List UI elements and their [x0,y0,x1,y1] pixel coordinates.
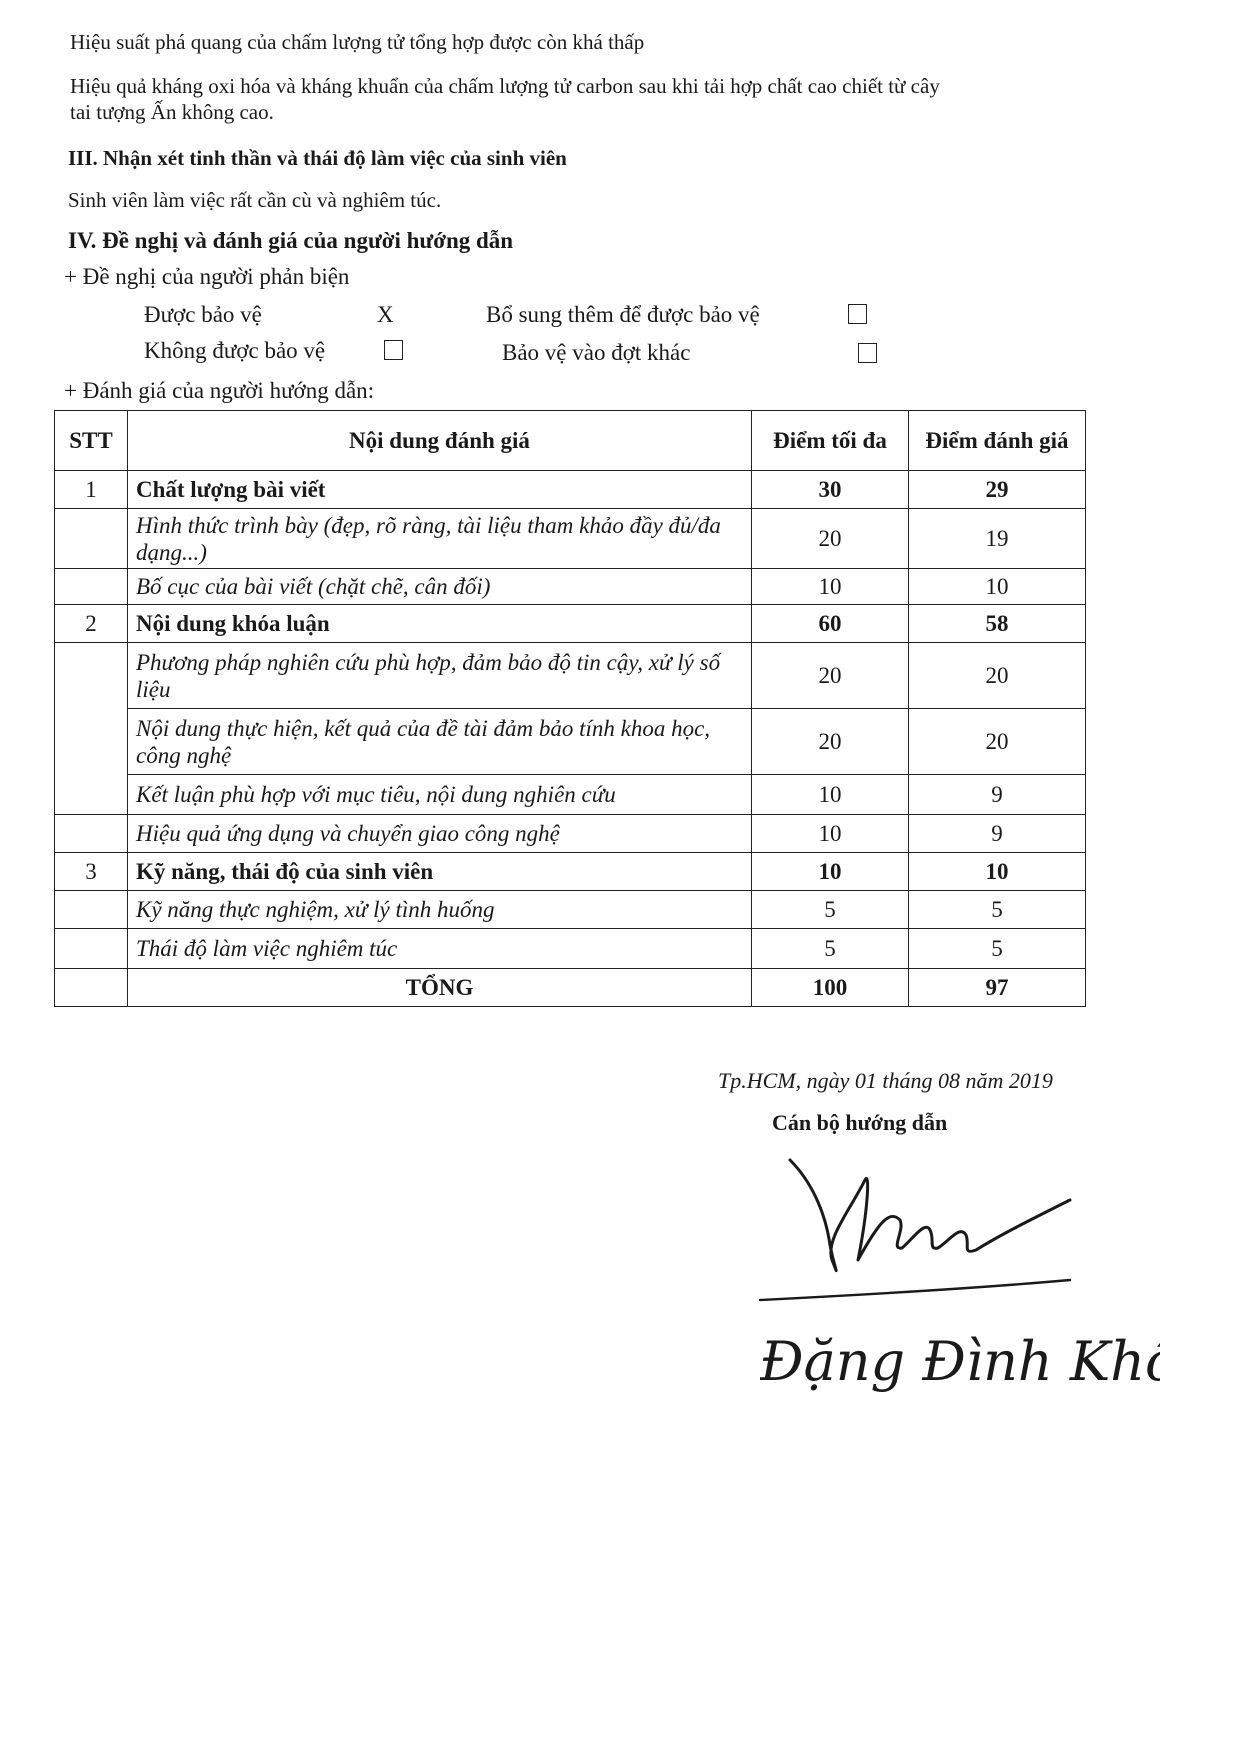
option-approved-mark: X [377,302,394,327]
signature-stroke [790,1160,1070,1271]
row-stt: 3 [55,853,128,891]
row-score: 5 [909,891,1086,929]
not-approved-checkbox [384,340,403,360]
row-stt: 2 [55,605,128,643]
option-approved-label: Được bảo vệ [144,302,262,327]
comment-line-2b: tai tượng Ấn không cao. [70,100,274,124]
row-score: 9 [909,775,1086,815]
row-content: Nội dung thực hiện, kết quả của đề tài đảm bảo tính khoa học, công nghệ [128,709,752,775]
section-3-heading: III. Nhận xét tinh thần và thái độ làm việc của sinh viên [68,146,567,170]
row-stt [55,569,128,605]
row-score: 5 [909,929,1086,969]
row-max: 60 [752,605,909,643]
other-round-checkbox [858,343,877,363]
row-content: Kết luận phù hợp với mục tiêu, nội dung nghiên cứu [128,775,752,815]
table-row [55,929,1086,969]
row-max: 10 [752,815,909,853]
option-other-round-label: Bảo vệ vào đợt khác [502,340,691,365]
header-stt: STT [55,411,128,471]
row-stt [55,891,128,929]
header-content: Nội dung đánh giá [128,411,752,471]
section-3-text: Sinh viên làm việc rất cần cù và nghiêm túc. [68,188,442,212]
signature-mark [740,1150,1100,1320]
row-stt [55,643,128,815]
table-row [55,853,1086,891]
row-content: Hiệu quả ứng dụng và chuyển giao công nghệ [128,815,752,853]
table-row [55,605,1086,643]
evaluation-table [54,410,1086,1007]
total-score: 97 [909,969,1086,1007]
row-content: Thái độ làm việc nghiêm túc [128,929,752,969]
row-max: 5 [752,891,909,929]
proposal-label: + Đề nghị của người phản biện [64,264,350,289]
table-row [55,709,1086,775]
total-max: 100 [752,969,909,1007]
row-content: Bố cục của bài viết (chặt chẽ, cân đối) [128,569,752,605]
option-supplement-label: Bổ sung thêm để được bảo vệ [486,302,760,327]
row-max: 10 [752,853,909,891]
table-row [55,891,1086,929]
row-max: 30 [752,471,909,509]
row-content: Hình thức trình bày (đẹp, rõ ràng, tài liệu tham khảo đầy đủ/đa dạng...) [128,509,752,569]
comment-line-2a: Hiệu quả kháng oxi hóa và kháng khuẩn của chấm lượng tử carbon sau khi tải hợp chất cao chiết từ cây [70,74,940,98]
table-row [55,643,1086,709]
row-stt [55,509,128,569]
header-max: Điểm tối đa [752,411,909,471]
row-score: 19 [909,509,1086,569]
section-4-heading: IV. Đề nghị và đánh giá của người hướng dẫn [68,228,514,253]
row-max: 10 [752,569,909,605]
row-max: 20 [752,709,909,775]
table-row [55,569,1086,605]
table-header-row [55,411,1086,471]
row-content: Kỹ năng thực nghiệm, xử lý tình huống [128,891,752,929]
supplement-checkbox [848,304,867,324]
row-content: Chất lượng bài viết [128,471,752,509]
row-max: 10 [752,775,909,815]
handwritten-name-glyphs [760,1320,1160,1440]
row-score: 20 [909,643,1086,709]
table-total-row [55,969,1086,1007]
option-not-approved-label: Không được bảo vệ [144,338,326,363]
row-score: 10 [909,569,1086,605]
row-max: 5 [752,929,909,969]
row-score: 20 [909,709,1086,775]
handwritten-name [760,1320,1160,1445]
table-row [55,471,1086,509]
signature-underline [760,1280,1070,1300]
header-score: Điểm đánh giá [909,411,1086,471]
row-stt [55,815,128,853]
row-stt [55,929,128,969]
row-content: Nội dung khóa luận [128,605,752,643]
evaluation-label: + Đánh giá của người hướng dẫn: [64,378,375,403]
row-score: 9 [909,815,1086,853]
row-score: 29 [909,471,1086,509]
table-row [55,509,1086,569]
table-row [55,815,1086,853]
total-stt-empty [55,969,128,1007]
row-score: 58 [909,605,1086,643]
table-row [55,775,1086,815]
comment-line-1: Hiệu suất phá quang của chấm lượng tử tổng hợp được còn khá thấp [70,30,645,54]
row-content: Phương pháp nghiên cứu phù hợp, đảm bảo độ tin cậy, xử lý số liệu [128,643,752,709]
row-stt: 1 [55,471,128,509]
row-max: 20 [752,643,909,709]
signer-role: Cán bộ hướng dẫn [772,1110,948,1135]
handwritten-name-text: Đặng Đình Khôi [760,1330,1160,1393]
row-content: Kỹ năng, thái độ của sinh viên [128,853,752,891]
row-score: 10 [909,853,1086,891]
total-label: TỔNG [128,969,752,1007]
row-max: 20 [752,509,909,569]
date-line: Tp.HCM, ngày 01 tháng 08 năm 2019 [718,1068,1053,1093]
